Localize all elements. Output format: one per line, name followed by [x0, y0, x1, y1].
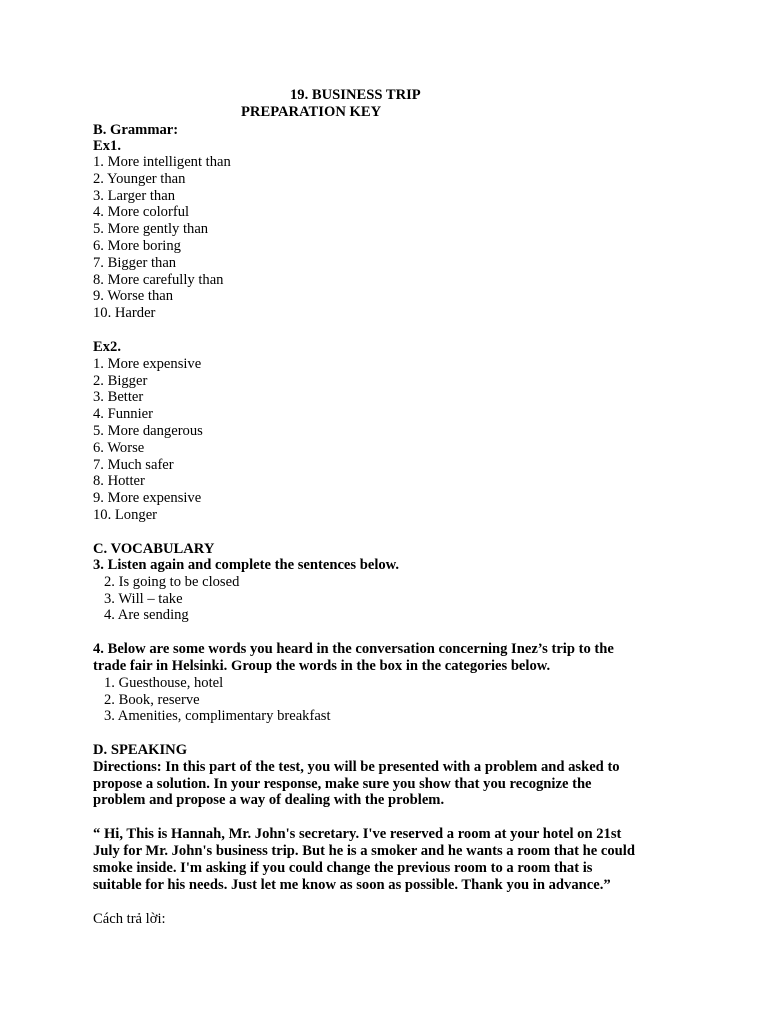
vocabulary-heading: C. VOCABULARY: [93, 541, 215, 557]
ex2-item: 10. Longer: [93, 507, 158, 523]
q4-item: 3. Amenities, complimentary breakfast: [104, 708, 331, 724]
ex1-item: 2. Younger than: [93, 171, 186, 187]
answer-label: Cách trả lời:: [93, 911, 166, 927]
q4-item: 2. Book, reserve: [104, 692, 200, 708]
ex1-item: 6. More boring: [93, 238, 181, 254]
title-line-1: 19. BUSINESS TRIP: [290, 87, 421, 103]
ex1-label: Ex1.: [93, 138, 121, 154]
q3-item: 4. Are sending: [104, 607, 189, 623]
directions-line: problem and propose a way of dealing with the problem.: [93, 792, 445, 808]
q4-instruction-line: trade fair in Helsinki. Group the words in the box in the categories below.: [93, 658, 551, 674]
quote-line: smoke inside. I'm asking if you could change the previous room to a room that is: [93, 860, 593, 876]
quote-line: July for Mr. John's business trip. But he is a smoker and he wants a room that he could: [93, 843, 635, 859]
ex2-item: 8. Hotter: [93, 473, 145, 489]
q3-item: 2. Is going to be closed: [104, 574, 240, 590]
ex2-label: Ex2.: [93, 339, 121, 355]
ex2-item: 3. Better: [93, 389, 144, 405]
quote-line: “ Hi, This is Hannah, Mr. John's secretary. I've reserved a room at your hotel on 21st: [93, 826, 622, 842]
ex1-item: 4. More colorful: [93, 204, 190, 220]
quote-line: suitable for his needs. Just let me know as soon as possible. Thank you in advance.”: [93, 877, 611, 893]
q3-item: 3. Will – take: [104, 591, 183, 607]
ex1-item: 8. More carefully than: [93, 272, 224, 288]
ex2-item: 7. Much safer: [93, 457, 174, 473]
ex1-item: 9. Worse than: [93, 288, 174, 304]
ex1-item: 10. Harder: [93, 305, 156, 321]
ex2-item: 9. More expensive: [93, 490, 202, 506]
q4-item: 1. Guesthouse, hotel: [104, 675, 224, 691]
grammar-heading: B. Grammar:: [93, 122, 179, 138]
ex1-item: 5. More gently than: [93, 221, 209, 237]
ex2-item: 4. Funnier: [93, 406, 153, 422]
ex1-item: 7. Bigger than: [93, 255, 177, 271]
directions-line: propose a solution. In your response, make sure you show that you recognize the: [93, 776, 592, 792]
q3-instruction: 3. Listen again and complete the sentences below.: [93, 557, 400, 573]
ex1-item: 1. More intelligent than: [93, 154, 231, 170]
ex2-item: 1. More expensive: [93, 356, 202, 372]
ex1-item: 3. Larger than: [93, 188, 175, 204]
speaking-heading: D. SPEAKING: [93, 742, 188, 758]
q4-instruction-line: 4. Below are some words you heard in the conversation concerning Inez’s trip to the: [93, 641, 614, 657]
ex2-item: 5. More dangerous: [93, 423, 203, 439]
directions-line: Directions: In this part of the test, you will be presented with a problem and asked to: [93, 759, 620, 775]
ex2-item: 2. Bigger: [93, 373, 148, 389]
title-line-2: PREPARATION KEY: [241, 104, 382, 120]
ex2-item: 6. Worse: [93, 440, 145, 456]
